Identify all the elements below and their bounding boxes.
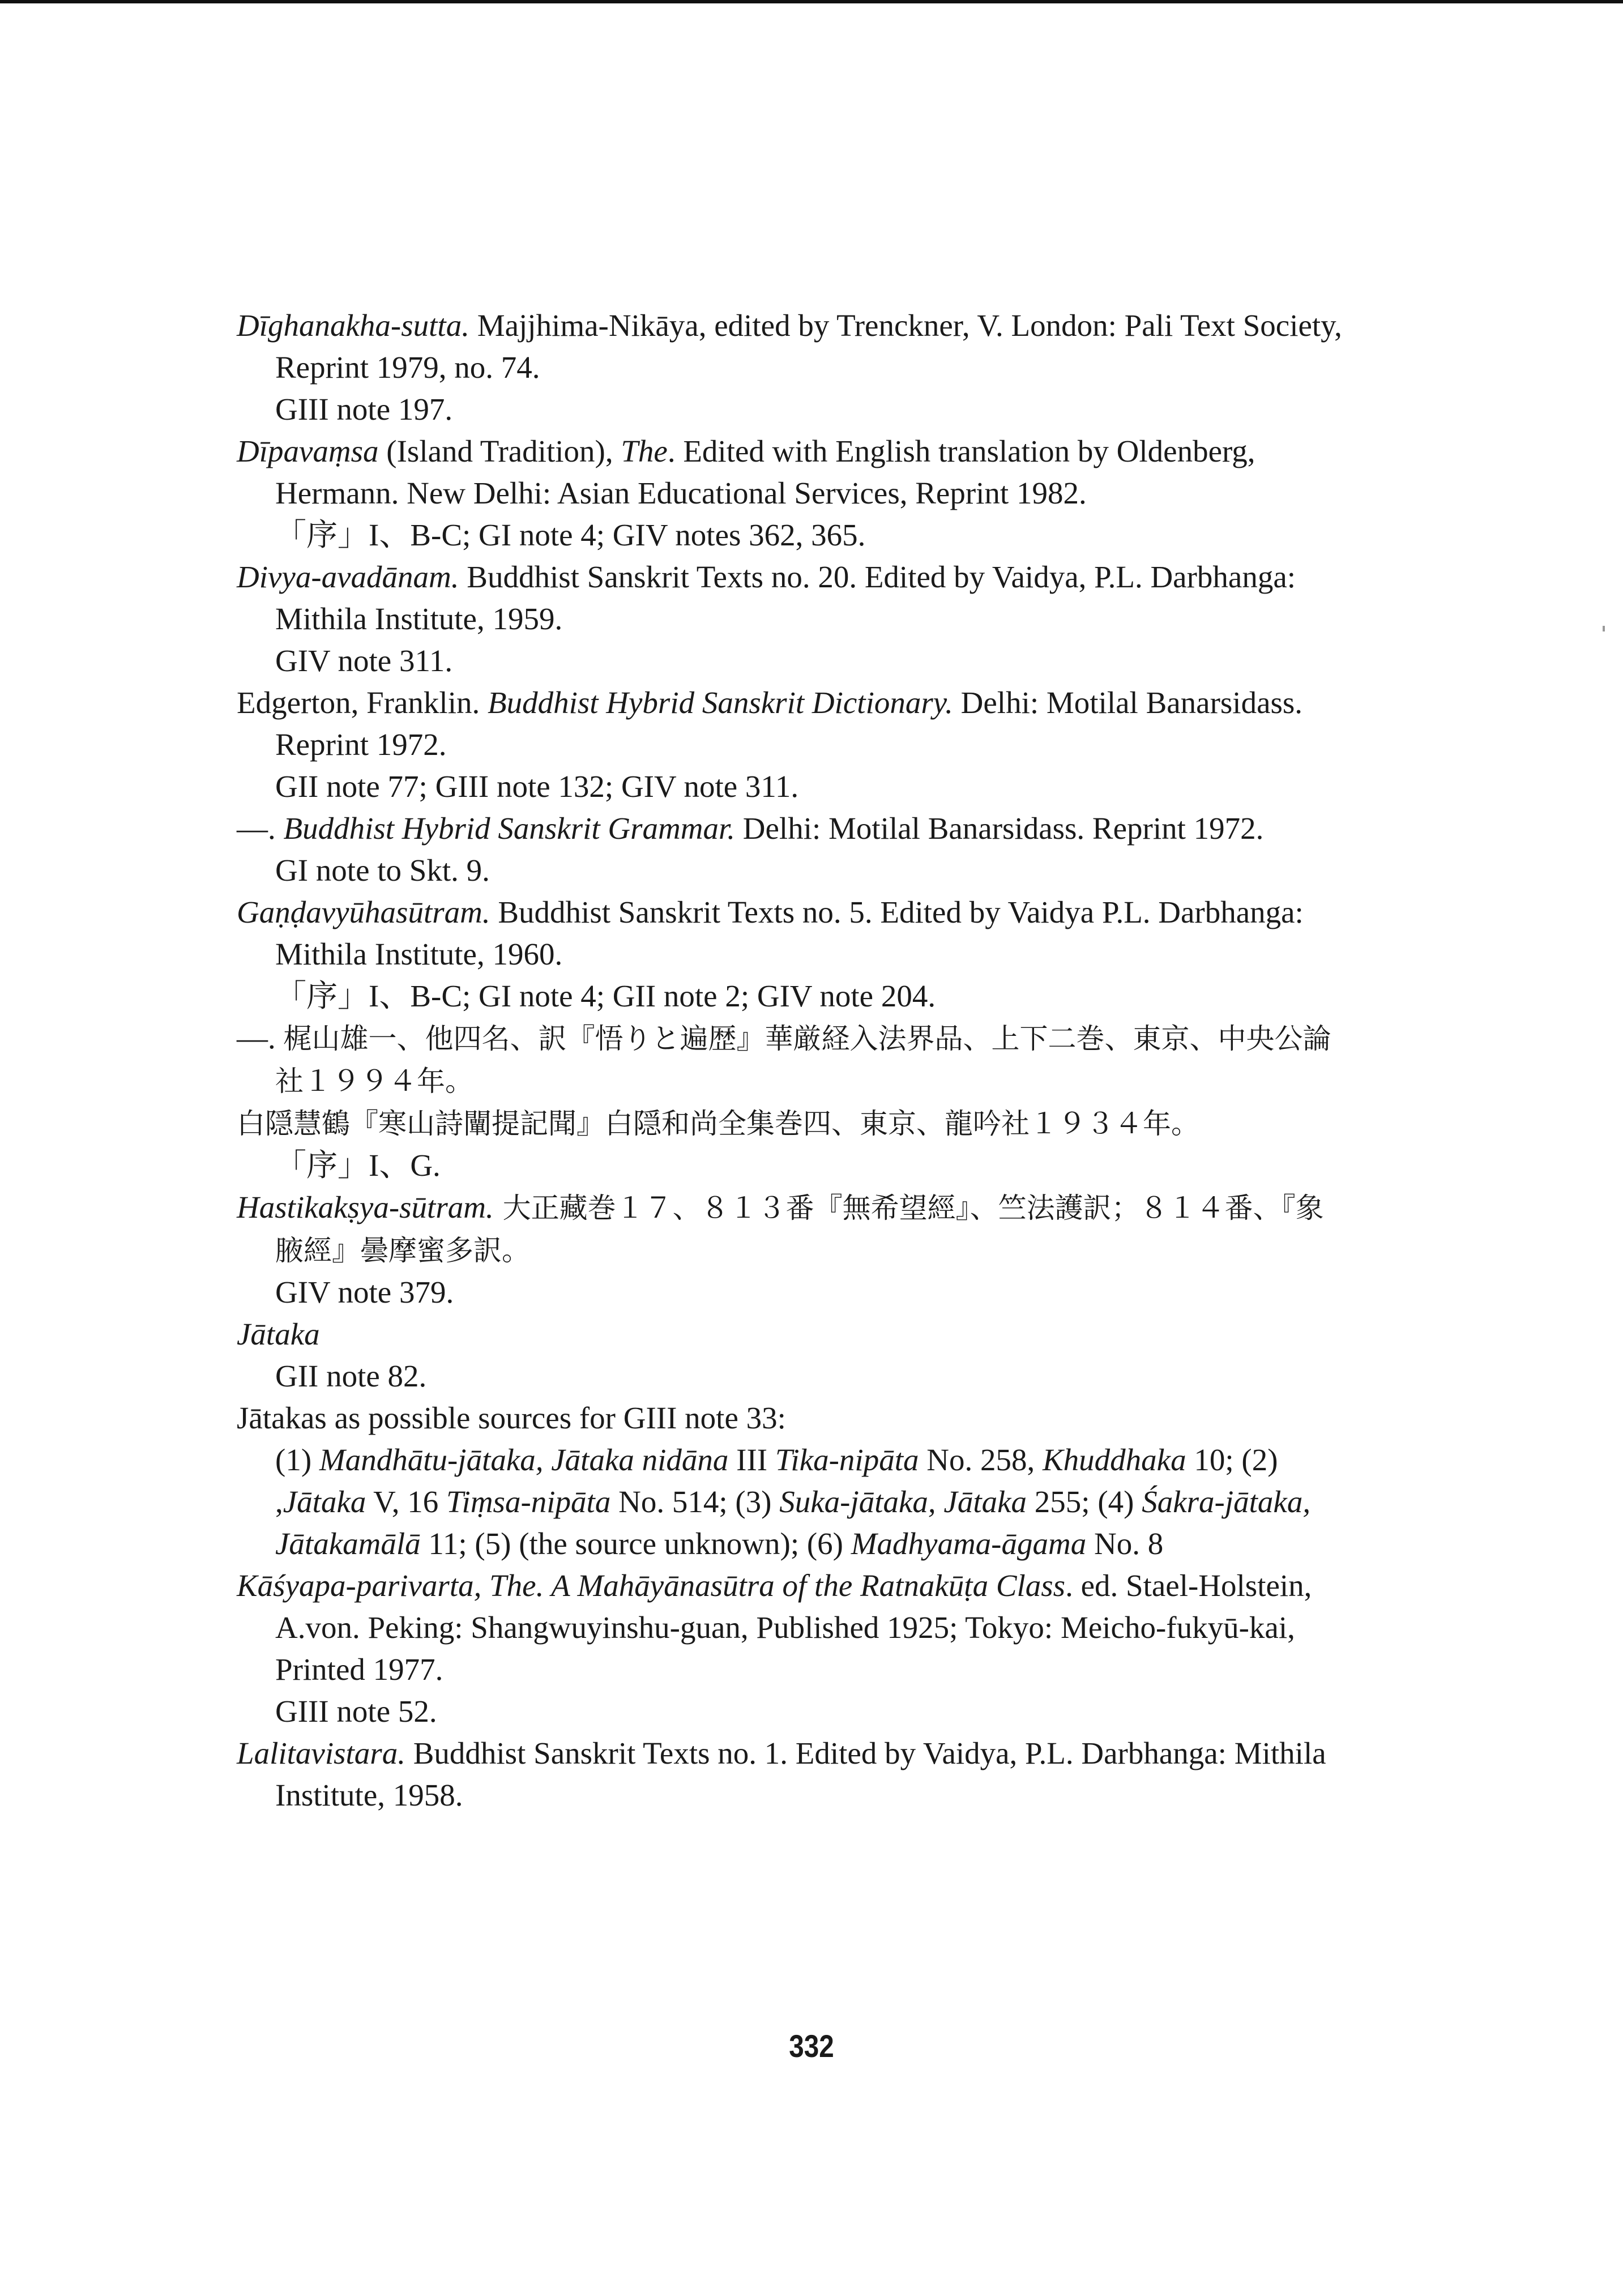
entry-note: GIII note 52. — [275, 1694, 437, 1729]
entry-note: GIV note 311. — [275, 643, 453, 678]
source-text: 255; (4) — [1027, 1484, 1142, 1519]
bib-entry — [237, 1565, 1347, 1691]
entry-note: GII note 77; GIII note 132; GIV note 311. — [275, 769, 799, 804]
entry-note: 「序」I、G. — [275, 1148, 441, 1183]
source-title: Mandhātu-jātaka, Jātaka nidāna — [319, 1443, 729, 1477]
bib-entry — [237, 891, 1347, 975]
page-number: 332 — [789, 2028, 834, 2064]
entry-details: . ed. Stael-Holstein, A.von. Peking: Shangwuyinshu-guan, Published 1925; Tokyo: Meicho-fukyū-kai, Printed 1977. — [275, 1568, 1312, 1687]
source-title: Madhyama-āgama — [851, 1526, 1087, 1561]
source-text: No. 8 — [1086, 1526, 1164, 1561]
entry-details: Majjhima-Nikāya, edited by Trenckner, V. London: Pali Text Society, Reprint 1979, no. 74. — [275, 308, 1342, 385]
entry-note: GI note to Skt. 9. — [275, 853, 490, 887]
page-top-border — [0, 0, 1623, 3]
entry-title: Gaṇḍavyūhasūtram. — [237, 895, 490, 929]
entry-details-japanese: 白隠慧鶴『寒山詩闡提記聞』白隠和尚全集巻四、東京、龍吟社１９３４年。 — [237, 1107, 1199, 1140]
source-title: Suka-jātaka, Jātaka — [779, 1484, 1027, 1519]
bib-entry — [237, 1102, 1347, 1145]
entry-title: Jātaka — [237, 1317, 320, 1351]
source-text: 11; (5) (the source unknown); (6) — [420, 1526, 851, 1561]
entry-author: Edgerton, Franklin. — [237, 685, 488, 720]
entry-details: Delhi: Motilal Banarsidass. Reprint 1972. — [735, 811, 1264, 846]
entry-author: —. — [237, 1021, 284, 1055]
entry-title: Kāśyapa-parivarta, The. A Mahāyānasūtra of the Ratnakūṭa Class — [237, 1568, 1066, 1603]
source-text: No. 258, — [919, 1443, 1043, 1477]
entry-note: GII note 82. — [275, 1359, 427, 1393]
source-text: 10; (2) , — [275, 1443, 1278, 1519]
bib-entry — [237, 430, 1347, 514]
entry-title: Divya-avadānam. — [237, 560, 459, 594]
jatakas-sources — [237, 1439, 1347, 1565]
entry-details: Buddhist Sanskrit Texts no. 5. Edited by Vaidya P.L. Darbhanga: Mithila Institute, 1960. — [275, 895, 1304, 971]
entry-details-japanese: 大正藏巻１７、８１３番『無希望經』、竺法護訳；８１４番、『象腋經』曇摩蜜多訳。 — [275, 1192, 1324, 1267]
entry-details: Delhi: Motilal Banarsidass. Reprint 1972. — [275, 685, 1303, 762]
bib-entry — [237, 1732, 1347, 1816]
entry-details: (Island Tradition), — [378, 434, 621, 468]
bib-entry — [237, 1313, 1347, 1355]
source-title: Śakra-jātaka, Jātakamālā — [275, 1484, 1311, 1561]
entry-title: Dīghanakha-sutta. — [237, 308, 469, 343]
bib-entry — [237, 1187, 1347, 1271]
entry-title-article: The — [621, 434, 668, 468]
entry-note: GIV note 379. — [275, 1275, 454, 1309]
source-text: III — [728, 1443, 775, 1477]
source-title: Tiṃsa-nipāta — [446, 1484, 611, 1519]
entry-note: GIII note 197. — [275, 392, 453, 426]
bib-entry — [237, 305, 1347, 389]
bib-entry — [237, 1017, 1347, 1102]
entry-details: Buddhist Sanskrit Texts no. 20. Edited by Vaidya, P.L. Darbhanga: Mithila Institute, 1959. — [275, 560, 1296, 636]
source-text: (1) — [275, 1443, 319, 1477]
entry-details: Buddhist Sanskrit Texts no. 1. Edited by Vaidya, P.L. Darbhanga: Mithila Institute, 1958. — [275, 1736, 1326, 1812]
entry-details: . Edited with English translation by Oldenberg, Hermann. New Delhi: Asian Educational Services, Reprint 1982. — [275, 434, 1255, 510]
bib-entry — [237, 556, 1347, 640]
bibliography-list — [237, 305, 1347, 1816]
entry-title: Dīpavaṃsa — [237, 434, 379, 468]
source-title: Tika-nipāta — [775, 1443, 919, 1477]
source-text: No. 514; (3) — [610, 1484, 780, 1519]
entry-title: Hastikakṣya-sūtram. — [237, 1190, 494, 1224]
bib-entry — [237, 808, 1347, 850]
entry-title: Buddhist Hybrid Sanskrit Grammar. — [283, 811, 736, 846]
source-title: Khuddhaka — [1042, 1443, 1186, 1477]
jatakas-heading: Jātakas as possible sources for GIII note 33: — [237, 1401, 786, 1435]
entry-title: Lalitavistara. — [237, 1736, 405, 1770]
source-text: V, 16 — [366, 1484, 446, 1519]
entry-title: Buddhist Hybrid Sanskrit Dictionary. — [487, 685, 953, 720]
source-title: Jātaka — [283, 1484, 366, 1519]
entry-note: 「序」I、B-C; GI note 4; GIV notes 362, 365. — [275, 518, 866, 552]
bib-entry — [237, 682, 1347, 766]
entry-author: —. — [237, 811, 284, 846]
entry-details-japanese: 梶山雄一、他四名、訳『悟りと遍歴』華厳経入法界品、上下二巻、東京、中央公論社１９９４年。 — [275, 1022, 1331, 1098]
entry-note: 「序」I、B-C; GI note 4; GII note 2; GIV note 204. — [275, 979, 936, 1013]
scan-speck — [1603, 626, 1605, 631]
